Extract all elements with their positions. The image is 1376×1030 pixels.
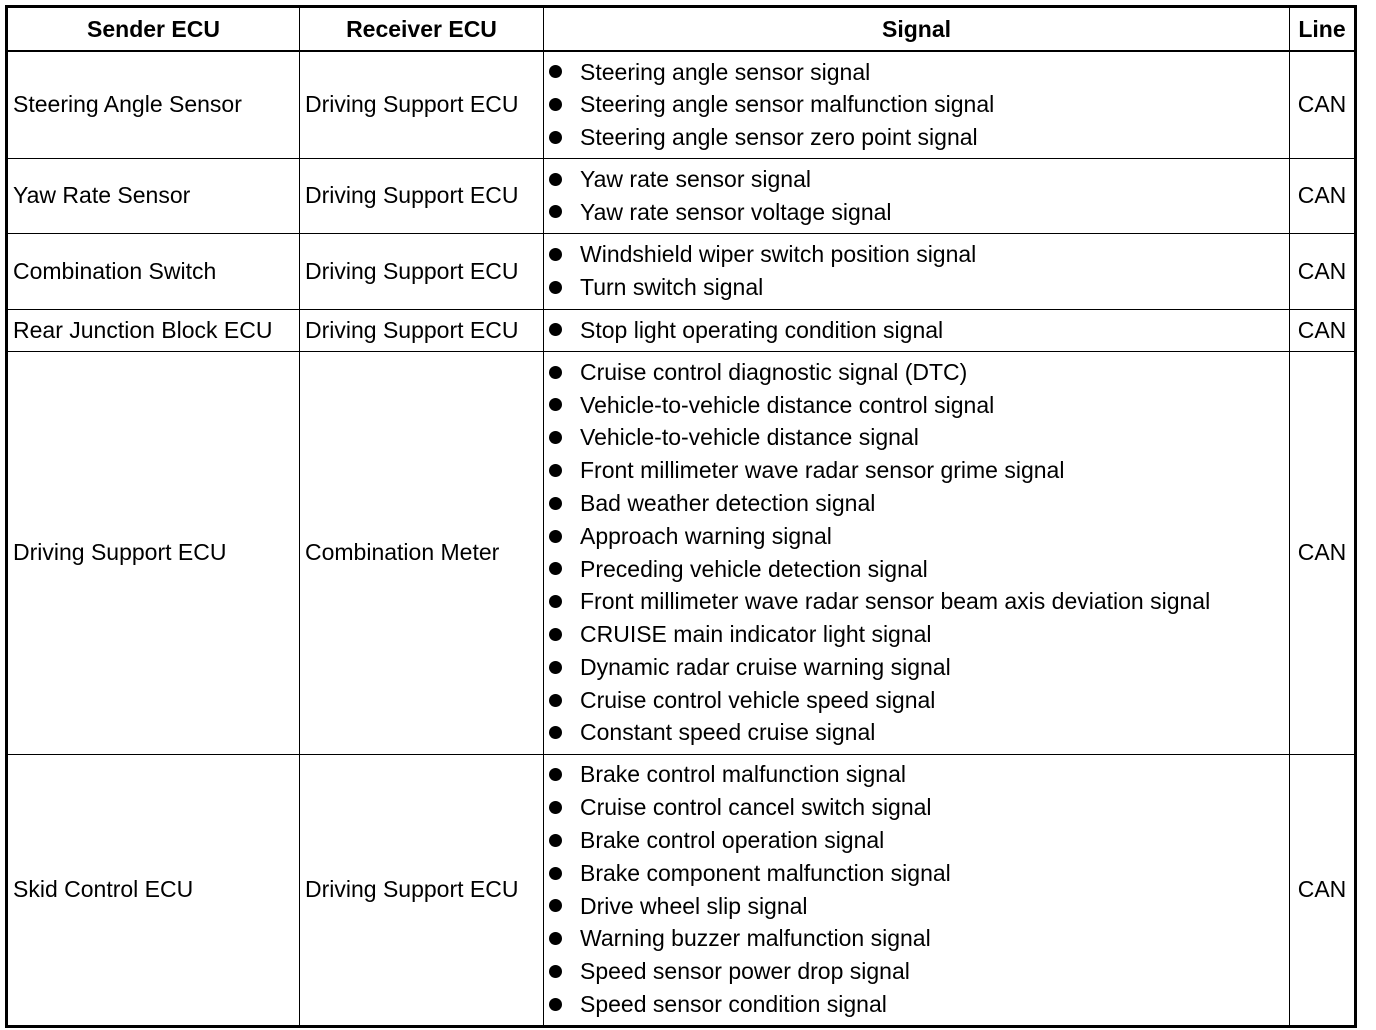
signal-text: Turn switch signal (580, 274, 764, 300)
sender-ecu-cell: Rear Junction Block ECU (7, 309, 300, 351)
signal-text: Brake control malfunction signal (580, 761, 906, 788)
bullet-icon (549, 768, 562, 781)
bullet-icon (549, 726, 562, 739)
bullet-icon (549, 431, 562, 444)
signal-item (549, 716, 1284, 749)
header-line: Line (1290, 7, 1356, 52)
sender-ecu-cell: Combination Switch (7, 233, 300, 309)
signal-list (549, 56, 1284, 154)
header-signal: Signal (544, 7, 1290, 52)
signal-item (549, 988, 1284, 1021)
signal-item (549, 618, 1284, 651)
bullet-icon (549, 98, 562, 111)
signal-item (549, 163, 1284, 196)
line-cell: CAN (1290, 754, 1356, 1026)
line-cell: CAN (1290, 351, 1356, 754)
signal-list (549, 758, 1284, 1020)
bullet-icon (549, 464, 562, 477)
signal-item (549, 857, 1284, 890)
sender-ecu-cell: Steering Angle Sensor (7, 51, 300, 158)
signal-text: Steering angle sensor signal (580, 58, 871, 85)
signal-text: Windshield wiper switch position signal (580, 241, 977, 268)
bullet-icon (549, 801, 562, 814)
signal-item (549, 955, 1284, 988)
signal-text: Constant speed cruise signal (580, 719, 876, 746)
signal-list (549, 356, 1284, 750)
bullet-icon (549, 281, 562, 294)
signal-text: Brake control operation signal (580, 826, 885, 853)
signal-item (549, 389, 1284, 422)
bullet-icon (549, 323, 562, 336)
bullet-icon (549, 497, 562, 510)
signal-text: Bad weather detection signal (580, 489, 876, 516)
signal-text: Steering angle sensor zero point signal (580, 124, 978, 151)
receiver-ecu-cell: Driving Support ECU (300, 233, 544, 309)
bullet-icon (549, 530, 562, 543)
signal-text: Approach warning signal (580, 522, 832, 549)
signal-item (549, 196, 1284, 229)
signal-cell (544, 233, 1290, 309)
table-row (7, 309, 1356, 351)
signal-cell (544, 51, 1290, 158)
bullet-icon (549, 834, 562, 847)
bullet-icon (549, 595, 562, 608)
signal-item (549, 520, 1284, 553)
line-cell: CAN (1290, 51, 1356, 158)
signal-item (549, 824, 1284, 857)
line-cell: CAN (1290, 309, 1356, 351)
bullet-icon (549, 867, 562, 880)
signal-item (549, 684, 1284, 717)
receiver-ecu-cell: Driving Support ECU (300, 158, 544, 233)
table-row (7, 351, 1356, 754)
bullet-icon (549, 248, 562, 261)
bullet-icon (549, 932, 562, 945)
signal-text: Preceding vehicle detection signal (580, 555, 928, 582)
receiver-ecu-cell: Driving Support ECU (300, 309, 544, 351)
signal-text: Steering angle sensor malfunction signal (580, 91, 995, 118)
signal-cell (544, 351, 1290, 754)
sender-ecu-cell: Yaw Rate Sensor (7, 158, 300, 233)
bullet-icon (549, 562, 562, 575)
header-row (7, 7, 1356, 52)
signal-item (549, 585, 1284, 618)
signal-item (549, 890, 1284, 923)
signal-list (549, 163, 1284, 229)
signal-item (549, 121, 1284, 154)
signal-text: Vehicle-to-vehicle distance control signal (580, 391, 995, 418)
signal-text: Stop light operating condition signal (580, 316, 944, 343)
signal-cell (544, 309, 1290, 351)
receiver-ecu-cell: Combination Meter (300, 351, 544, 754)
signal-text: Front millimeter wave radar sensor beam axis deviation signal (580, 588, 1211, 615)
bullet-icon (549, 131, 562, 144)
bullet-icon (549, 65, 562, 78)
signal-text: Yaw rate sensor voltage signal (580, 198, 892, 225)
signal-text: Front millimeter wave radar sensor grime signal (580, 457, 1065, 484)
table-row (7, 233, 1356, 309)
signal-text: Drive wheel slip signal (580, 892, 808, 919)
signal-cell (544, 158, 1290, 233)
signal-cell (544, 754, 1290, 1026)
signal-item (549, 487, 1284, 520)
bullet-icon (549, 366, 562, 379)
signal-item (549, 553, 1284, 586)
signal-text: Speed sensor condition signal (580, 990, 887, 1017)
sender-ecu-cell: Driving Support ECU (7, 351, 300, 754)
bullet-icon (549, 661, 562, 674)
signal-text: Dynamic radar cruise warning signal (580, 653, 951, 680)
receiver-ecu-cell: Driving Support ECU (300, 51, 544, 158)
signal-text: Cruise control cancel switch signal (580, 794, 932, 821)
bullet-icon (549, 965, 562, 978)
signal-item (549, 758, 1284, 791)
signal-list (549, 238, 1284, 304)
bullet-icon (549, 205, 562, 218)
header-sender-ecu: Sender ECU (7, 7, 300, 52)
signal-text: Cruise control diagnostic signal (DTC) (580, 358, 968, 385)
ecu-signal-table (5, 5, 1357, 1028)
signal-item (549, 651, 1284, 684)
header-receiver-ecu: Receiver ECU (300, 7, 544, 52)
signal-list (549, 314, 1284, 347)
signal-item (549, 791, 1284, 824)
line-cell: CAN (1290, 233, 1356, 309)
bullet-icon (549, 998, 562, 1011)
signal-item (549, 922, 1284, 955)
signal-item (549, 356, 1284, 389)
signal-item (549, 88, 1284, 121)
sender-ecu-cell: Skid Control ECU (7, 754, 300, 1026)
line-cell: CAN (1290, 158, 1356, 233)
bullet-icon (549, 899, 562, 912)
signal-text: Brake component malfunction signal (580, 859, 951, 886)
signal-item (549, 56, 1284, 89)
signal-item (549, 314, 1284, 347)
table-row (7, 51, 1356, 158)
signal-text: Speed sensor power drop signal (580, 958, 910, 985)
table-row (7, 754, 1356, 1026)
table-row (7, 158, 1356, 233)
signal-text: Cruise control vehicle speed signal (580, 686, 936, 713)
signal-item (549, 454, 1284, 487)
bullet-icon (549, 173, 562, 186)
bullet-icon (549, 398, 562, 411)
signal-text: CRUISE main indicator light signal (580, 621, 932, 648)
signal-text: Yaw rate sensor signal (580, 165, 811, 192)
signal-text: Warning buzzer malfunction signal (580, 925, 931, 952)
signal-item (549, 421, 1284, 454)
receiver-ecu-cell: Driving Support ECU (300, 754, 544, 1026)
signal-item (549, 271, 1284, 304)
bullet-icon (549, 694, 562, 707)
bullet-icon (549, 628, 562, 641)
signal-text: Vehicle-to-vehicle distance signal (580, 424, 919, 451)
signal-item (549, 238, 1284, 271)
